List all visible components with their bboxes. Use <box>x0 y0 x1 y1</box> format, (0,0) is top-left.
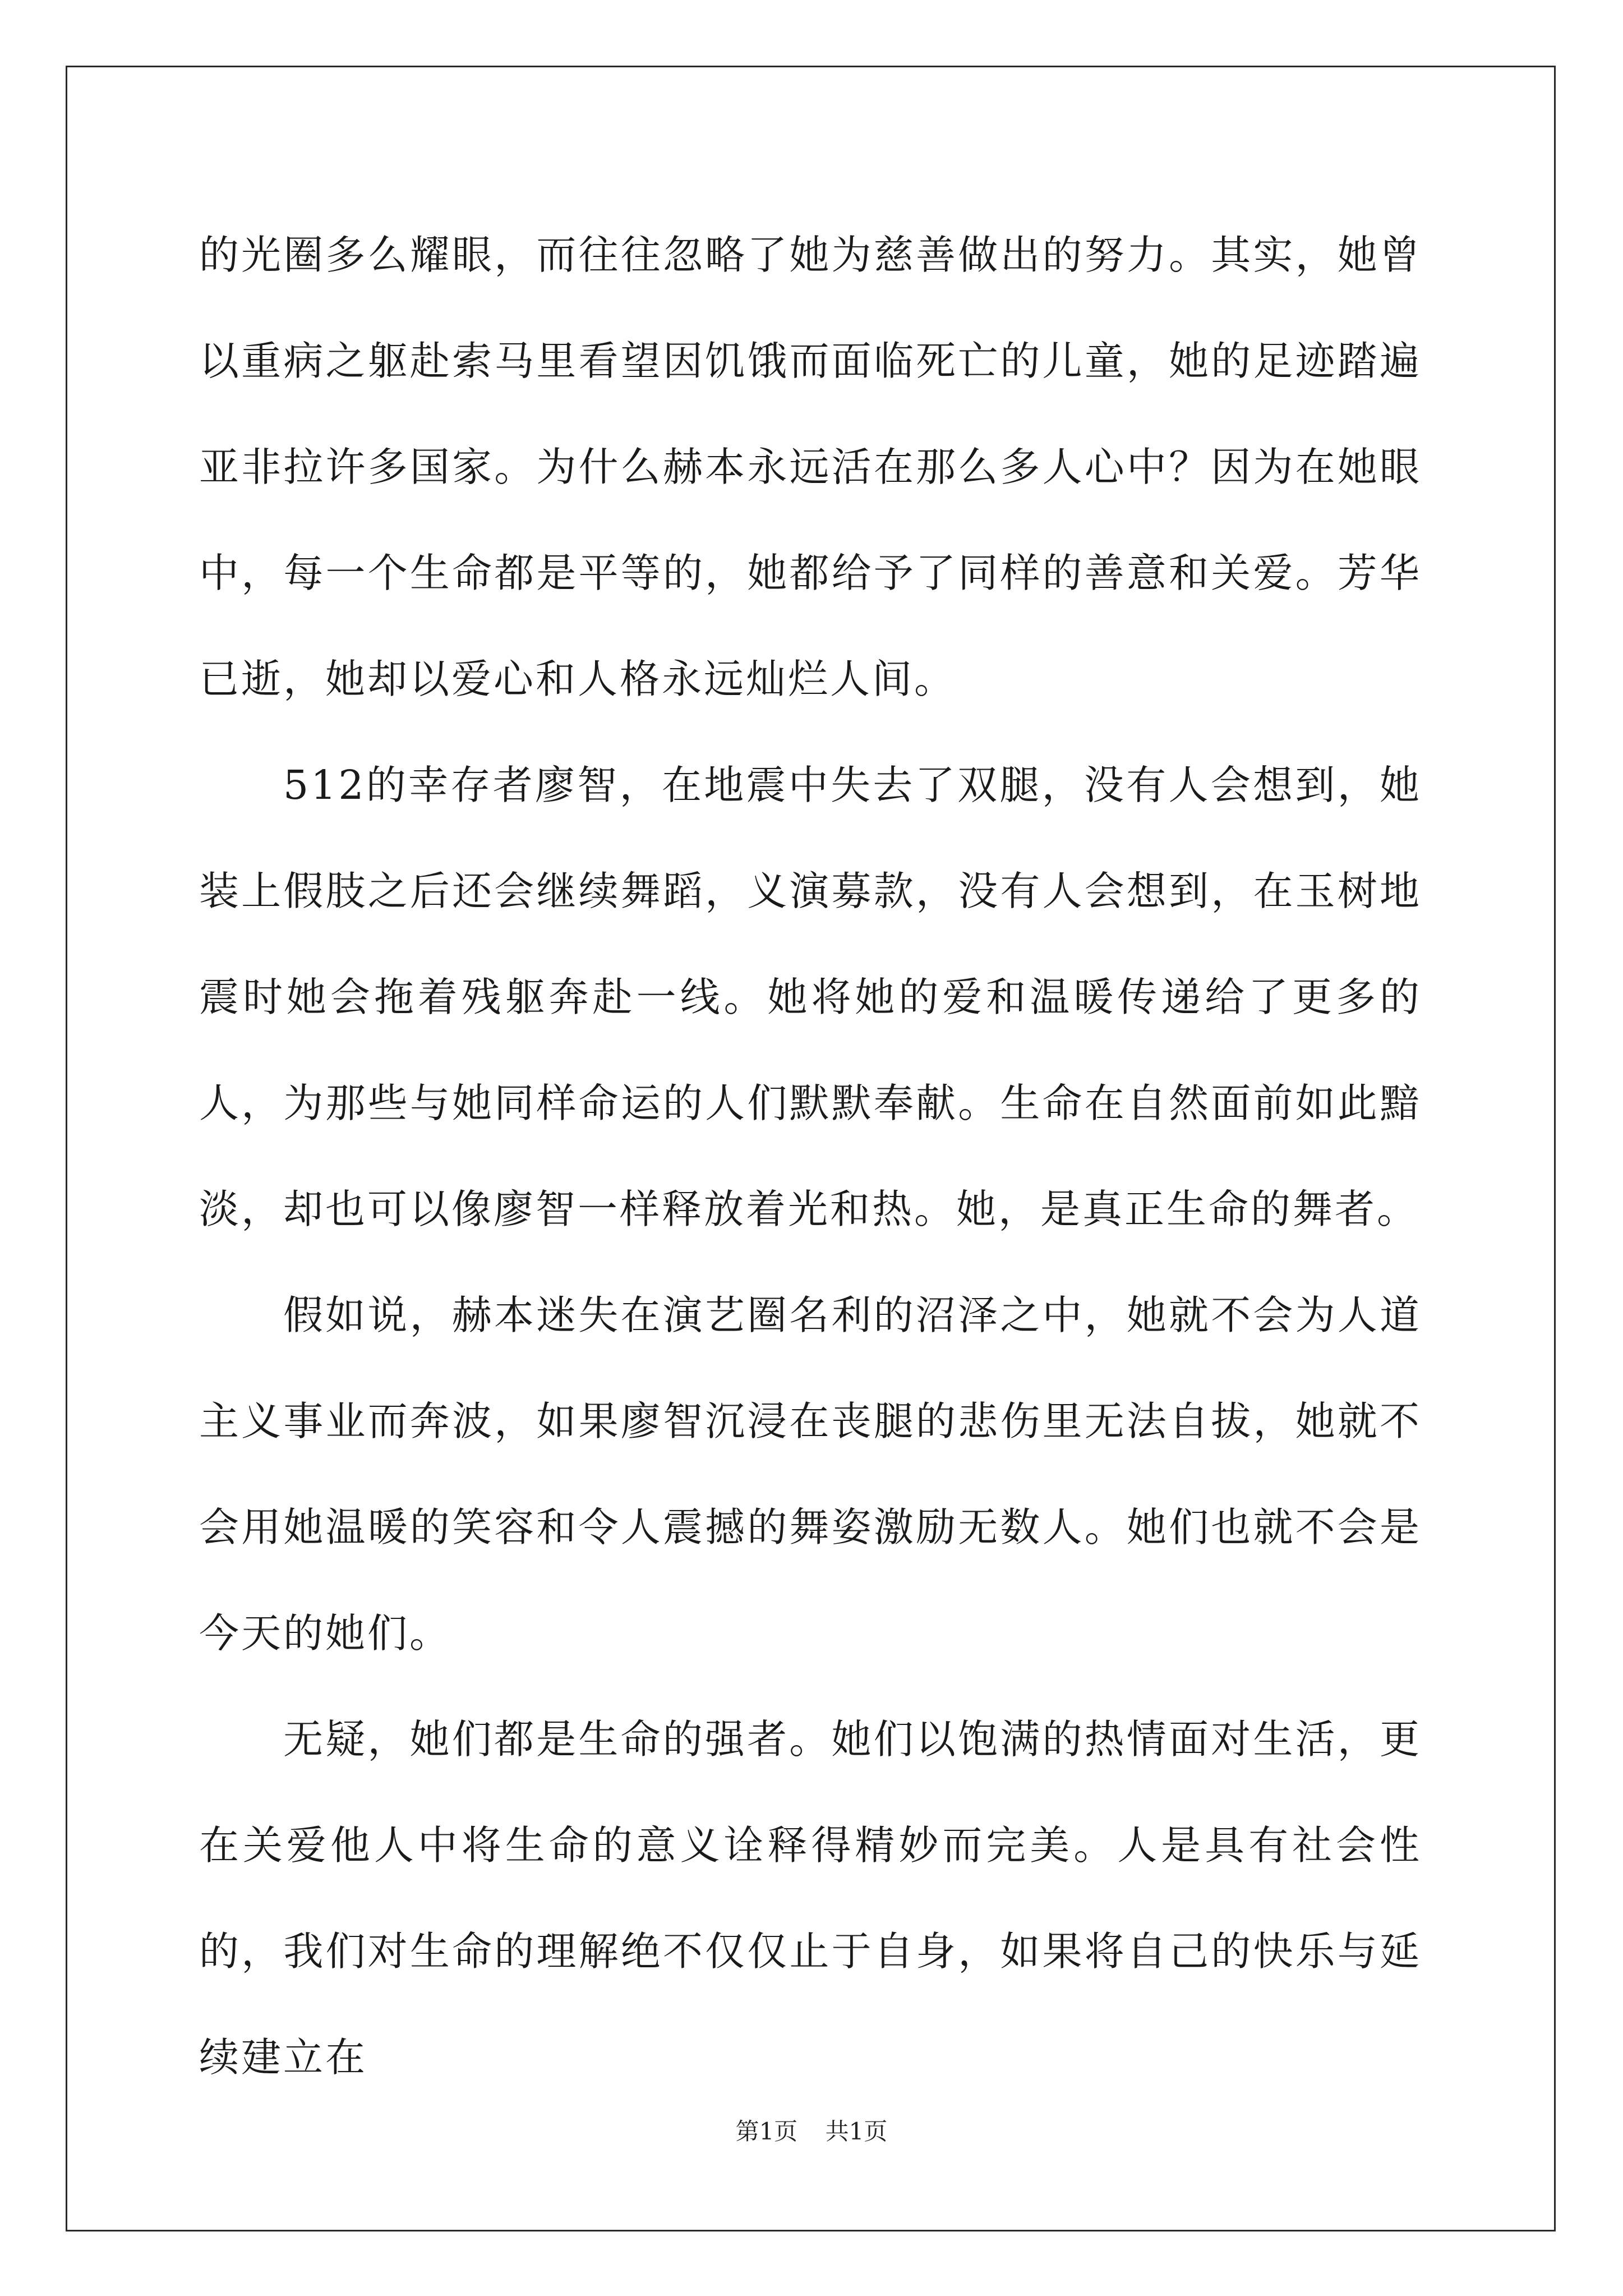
paragraph-3: 假如说，赫本迷失在演艺圈名利的沼泽之中，她就不会为人道主义事业而奔波，如果廖智沉浸在丧腿的悲伤里无法自拔，她就不会用她温暖的笑容和令人震撼的舞姿激励无数人。她们也就不会是今天的她们。 <box>199 1292 1422 1657</box>
page-number-total: 共1页 <box>825 2118 888 2145</box>
document-body <box>199 202 1422 2110</box>
page-number-current: 第1页 <box>735 2118 798 2145</box>
paragraph-4: 无疑，她们都是生命的强者。她们以饱满的热情面对生活，更在关爱他人中将生命的意义诠释得精妙而完美。人是具有社会性的，我们对生命的理解绝不仅仅止于自身，如果将自己的快乐与延续建立在 <box>199 1716 1422 2081</box>
paragraph-2: 512的幸存者廖智，在地震中失去了双腿，没有人会想到，她装上假肢之后还会继续舞蹈，义演募款，没有人会想到，在玉树地震时她会拖着残躯奔赴一线。她将她的爱和温暖传递给了更多的人，为那些与她同样命运的人们默默奉献。生命在自然面前如此黯淡，却也可以像廖智一样释放着光和热。她，是真正生命的舞者。 <box>199 762 1422 1232</box>
page-footer <box>0 2115 1623 2148</box>
paragraph-1: 的光圈多么耀眼，而往往忽略了她为慈善做出的努力。其实，她曾以重病之躯赴索马里看望因饥饿而面临死亡的儿童，她的足迹踏遍亚非拉许多国家。为什么赫本永远活在那么多人心中？因为在她眼中，每一个生命都是平等的，她都给予了同样的善意和关爱。芳华已逝，她却以爱心和人格永远灿烂人间。 <box>199 232 1422 702</box>
